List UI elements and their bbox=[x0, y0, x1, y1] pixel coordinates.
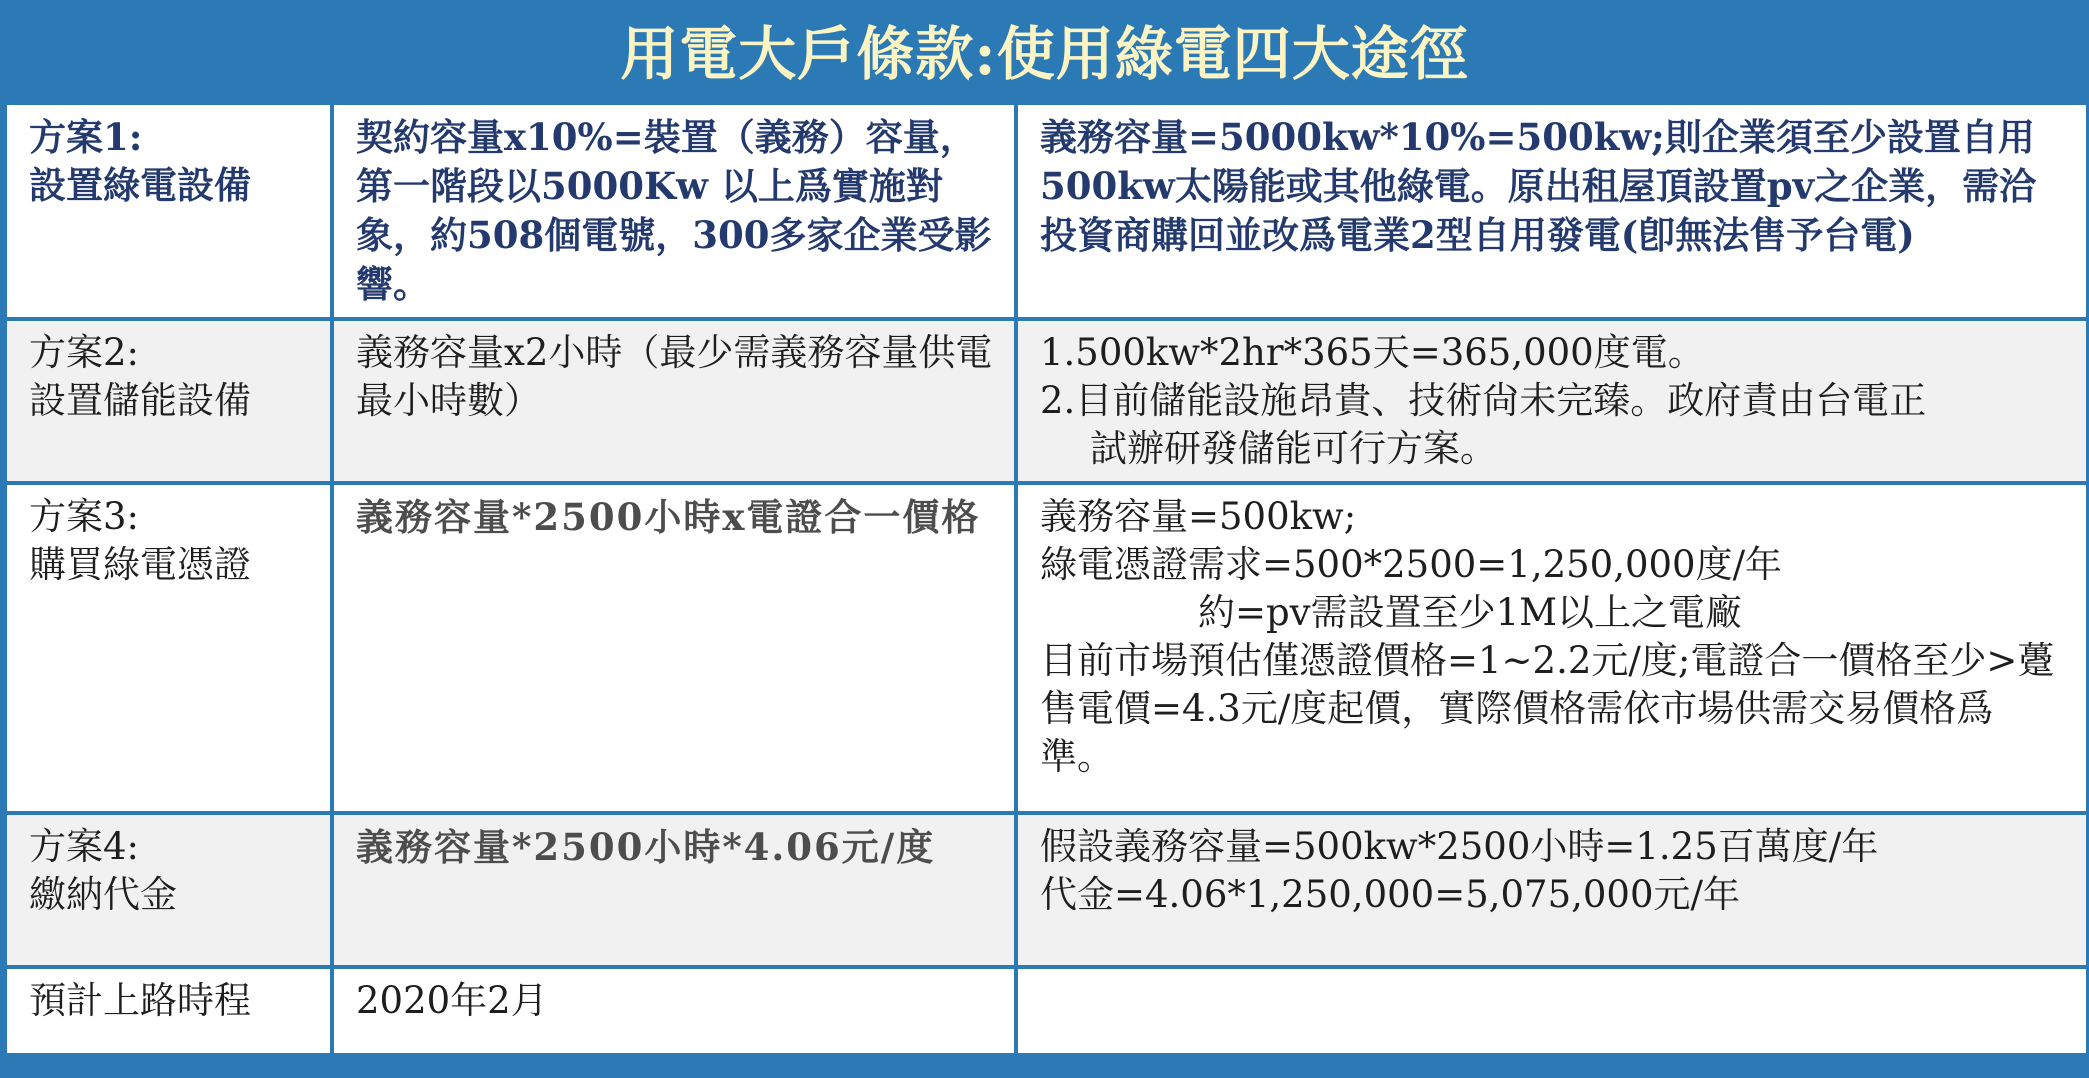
plan-name: 設置綠電設備 bbox=[29, 163, 251, 207]
detail-line: 試辦研發儲能可行方案。 bbox=[1090, 427, 1497, 470]
plan-number: 方案3: bbox=[29, 495, 140, 538]
plan-cell bbox=[5, 813, 332, 967]
detail-line: 1.500kw*2hr*365天=365,000度電。 bbox=[1040, 331, 1705, 374]
formula-cell bbox=[332, 319, 1016, 483]
plan-cell bbox=[5, 103, 332, 319]
table-row bbox=[5, 103, 2088, 319]
detail-line: 目前市場預估僅憑證價格=1~2.2元/度;電證合一價格至少>躉售電價=4.3元/度起價，實際價格需依市場供需交易價格爲準。 bbox=[1040, 639, 2055, 778]
table-row bbox=[5, 483, 2088, 813]
plan-name: 購買綠電憑證 bbox=[29, 543, 251, 586]
header-bar bbox=[0, 0, 2089, 98]
table-row bbox=[5, 813, 2088, 967]
page-title: 用電大戶條款:使用綠電四大途徑 bbox=[620, 20, 1469, 88]
detail-line: 代金=4.06*1,250,000=5,075,000元/年 bbox=[1040, 873, 1740, 916]
formula-cell bbox=[332, 483, 1016, 813]
plan-number: 方案1: bbox=[29, 115, 143, 159]
schedule-label-cell bbox=[5, 967, 332, 1055]
plan-detail: 義務容量=5000kw*10%=500kw;則企業須至少設置自用500kw太陽能或其他綠電。原出租屋頂設置pv之企業，需洽投資商購回並改爲電業2型自用發電(卽無法售予台電) bbox=[1040, 115, 2037, 257]
detail-line: 綠電憑證需求=500*2500=1,250,000度/年 bbox=[1040, 543, 1783, 586]
detail-cell bbox=[1016, 103, 2088, 319]
plan-number: 方案4: bbox=[29, 825, 140, 868]
schedule-value-cell bbox=[332, 967, 1016, 1055]
detail-line: 約=pv需設置至少1M以上之電廠 bbox=[1198, 591, 1743, 634]
schedule-value: 2020年2月 bbox=[356, 979, 548, 1022]
detail-line: 2.目前儲能設施昂貴、技術尙未完臻。政府責由台電正 bbox=[1040, 379, 1927, 422]
plan-number: 方案2: bbox=[29, 331, 140, 374]
plan-formula: 義務容量x2小時（最少需義務容量供電最小時數） bbox=[356, 331, 993, 422]
detail-line: 義務容量=500kw; bbox=[1040, 495, 1357, 538]
schedule-label: 預計上路時程 bbox=[29, 979, 251, 1022]
formula-cell bbox=[332, 813, 1016, 967]
plans-table bbox=[3, 101, 2089, 1057]
detail-line: 假設義務容量=500kw*2500小時=1.25百萬度/年 bbox=[1040, 825, 1879, 868]
detail-cell bbox=[1016, 319, 2088, 483]
table-row bbox=[5, 319, 2088, 483]
plan-formula: 契約容量x10%=裝置（義務）容量，第一階段以5000Kw 以上爲實施對象，約508個電號，300多家企業受影響。 bbox=[356, 115, 992, 306]
detail-cell bbox=[1016, 813, 2088, 967]
plan-cell bbox=[5, 483, 332, 813]
plan-name: 設置儲能設備 bbox=[29, 379, 251, 422]
plan-formula: 義務容量*2500小時x電證合一價格 bbox=[356, 495, 981, 539]
detail-cell bbox=[1016, 483, 2088, 813]
table-row bbox=[5, 967, 2088, 1055]
plan-cell bbox=[5, 319, 332, 483]
plan-name: 繳納代金 bbox=[29, 873, 177, 916]
formula-cell bbox=[332, 103, 1016, 319]
plan-formula: 義務容量*2500小時*4.06元/度 bbox=[356, 825, 936, 869]
schedule-empty-cell bbox=[1016, 967, 2088, 1055]
